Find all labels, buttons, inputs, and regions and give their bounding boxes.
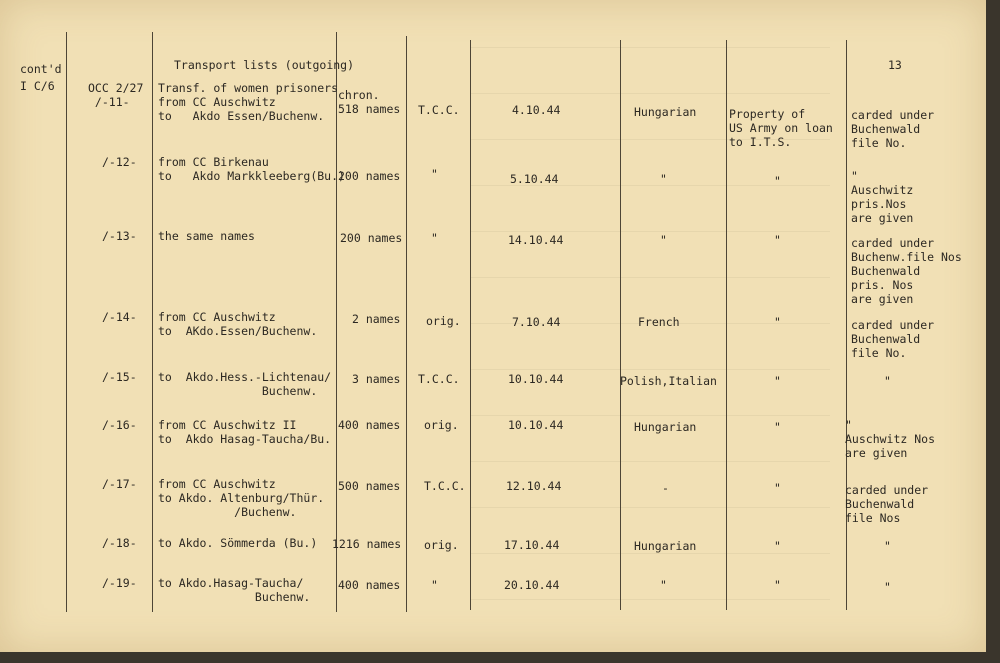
entry-type: orig.	[424, 538, 459, 552]
entry-date: 7.10.44	[512, 315, 561, 329]
entry-nationality: Polish,Italian	[620, 374, 717, 388]
entry-id: /-16-	[102, 418, 137, 432]
entry-remarks: carded under Buchenw.file Nos Buchenwald pris. Nos are given	[851, 236, 962, 306]
column-rule	[620, 40, 621, 610]
entry-description: from CC Birkenau to Akdo Markkleeberg(Bu.)	[158, 155, 345, 183]
entry-nationality: -	[662, 481, 669, 495]
entry-count: 200 names	[338, 169, 401, 183]
card-code: I C/6	[20, 79, 55, 93]
entry-remarks: "	[884, 374, 891, 388]
entry-nationality: "	[660, 172, 667, 186]
entry-count: 400 names	[338, 578, 401, 592]
entry-id: /-18-	[102, 536, 137, 550]
entry-description: to Akdo.Hess.-Lichtenau/ Buchenw.	[158, 370, 332, 398]
entry-location: "	[774, 174, 781, 188]
entry-date: 20.10.44	[504, 578, 560, 592]
entry-count: 400 names	[338, 418, 401, 432]
entry-location: "	[774, 315, 781, 329]
column-rule	[152, 32, 153, 612]
entry-type: T.C.C.	[424, 479, 466, 493]
entry-type: orig.	[426, 314, 461, 328]
entry-count: 200 names	[340, 231, 403, 245]
entry-location: "	[774, 539, 781, 553]
entry-id: /-12-	[102, 155, 137, 169]
entry-remarks: carded under Buchenwald file Nos	[845, 483, 929, 525]
entry-count: chron. 518 names	[338, 88, 401, 116]
entry-description: from CC Auschwitz to Akdo. Altenburg/Thür. /Buchenw.	[158, 477, 325, 519]
entry-id: OCC 2/27 /-11-	[88, 81, 144, 109]
entry-type: "	[431, 231, 438, 245]
entry-count: 500 names	[338, 479, 401, 493]
section-title: Transport lists (outgoing)	[174, 58, 355, 72]
entry-date: 14.10.44	[508, 233, 564, 247]
column-rule	[406, 36, 407, 612]
entry-date: 17.10.44	[504, 538, 560, 552]
entry-remarks: " Auschwitz Nos are given	[845, 418, 936, 460]
column-rule	[470, 40, 471, 610]
entry-count: 1216 names	[332, 537, 402, 551]
column-rule	[66, 32, 67, 612]
entry-nationality: Hungarian	[634, 539, 697, 553]
entry-description: Transf. of women prisoners from CC Auschwitz to Akdo Essen/Buchenw.	[158, 81, 339, 123]
entry-id: /-15-	[102, 370, 137, 384]
column-rule	[726, 40, 727, 610]
entry-description: the same names	[158, 229, 255, 243]
entry-location: "	[774, 578, 781, 592]
entry-remarks: "	[884, 580, 891, 594]
entry-count: 3 names	[352, 372, 401, 386]
page-number: 13	[888, 58, 902, 72]
entry-date: 10.10.44	[508, 372, 564, 386]
entry-type: T.C.C.	[418, 372, 460, 386]
entry-remarks: "	[884, 539, 891, 553]
entry-description: from CC Auschwitz II to Akdo Hasag-Taucha/Bu.	[158, 418, 332, 446]
entry-id: /-13-	[102, 229, 137, 243]
entry-nationality: "	[660, 578, 667, 592]
entry-location: "	[774, 374, 781, 388]
entry-location: "	[774, 481, 781, 495]
entry-description: from CC Auschwitz to AKdo.Essen/Buchenw.	[158, 310, 318, 338]
entry-count: 2 names	[352, 312, 401, 326]
entry-remarks: carded under Buchenwald file No.	[851, 318, 935, 360]
entry-location: "	[774, 233, 781, 247]
contd-label: cont'd	[20, 62, 62, 76]
entry-location: Property of US Army on loan to I.T.S.	[729, 107, 833, 149]
entry-remarks: " Auschwitz pris.Nos are given	[851, 169, 914, 225]
entry-nationality: Hungarian	[634, 105, 697, 119]
entry-id: /-17-	[102, 477, 137, 491]
entry-description: to Akdo.Hasag-Taucha/ Buchenw.	[158, 576, 311, 604]
entry-date: 5.10.44	[510, 172, 559, 186]
entry-date: 12.10.44	[506, 479, 562, 493]
entry-type: "	[431, 578, 438, 592]
entry-type: "	[431, 167, 438, 181]
entry-id: /-19-	[102, 576, 137, 590]
entry-type: T.C.C.	[418, 103, 460, 117]
entry-date: 4.10.44	[512, 103, 561, 117]
entry-remarks: carded under Buchenwald file No.	[851, 108, 935, 150]
entry-nationality: French	[638, 315, 680, 329]
entry-description: to Akdo. Sömmerda (Bu.)	[158, 536, 318, 550]
entry-location: "	[774, 420, 781, 434]
entry-id: /-14-	[102, 310, 137, 324]
entry-type: orig.	[424, 418, 459, 432]
entry-nationality: "	[660, 233, 667, 247]
entry-nationality: Hungarian	[634, 420, 697, 434]
entry-date: 10.10.44	[508, 418, 564, 432]
